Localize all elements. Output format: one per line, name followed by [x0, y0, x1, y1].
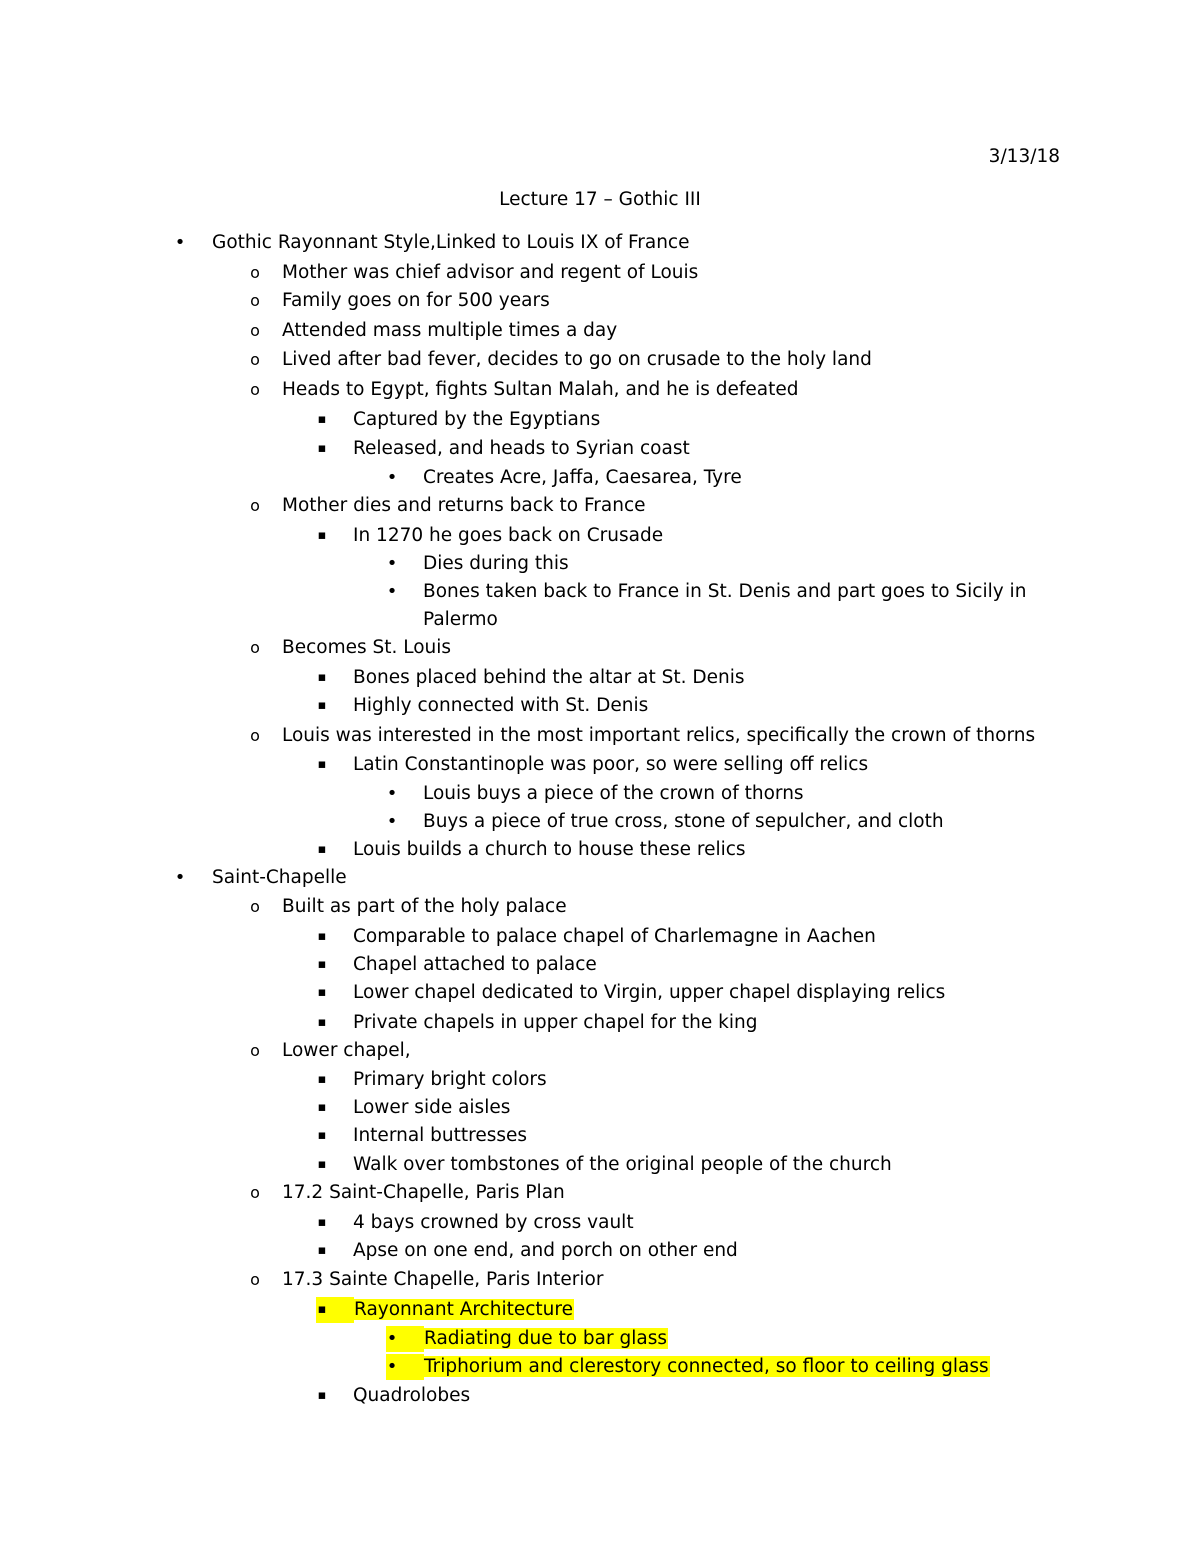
bullet-marker-level-3: ▪ — [317, 1215, 327, 1230]
outline-item-level-4 — [423, 606, 498, 634]
outline-item-text: Comparable to palace chapel of Charlemagne in Aachen — [353, 926, 876, 947]
outline-item-text: Mother was chief advisor and regent of Louis — [282, 262, 699, 283]
outline-item-text: Private chapels in upper chapel for the king — [353, 1012, 758, 1033]
bullet-marker-level-3: ▪ — [317, 957, 327, 972]
outline-item-level-4 — [423, 1353, 990, 1381]
outline-item-text: In 1270 he goes back on Crusade — [353, 525, 664, 546]
outline-item-level-3 — [353, 836, 746, 864]
bullet-marker-level-2: o — [250, 263, 260, 282]
outline-item-level-2 — [282, 259, 698, 287]
outline-item-level-4 — [423, 780, 804, 808]
bullet-marker-level-2: o — [250, 291, 260, 310]
bullet-marker-level-3: ▪ — [317, 412, 327, 427]
outline-item-text: Attended mass multiple times a day — [282, 320, 618, 341]
outline-item-level-2 — [282, 317, 617, 345]
outline-item-text: Captured by the Egyptians — [353, 409, 601, 430]
bullet-marker-level-3: ▪ — [317, 1302, 327, 1317]
outline-item-text: Primary bright colors — [353, 1069, 547, 1090]
bullet-marker-level-2: o — [250, 1183, 260, 1202]
bullet-marker-level-3: ▪ — [317, 441, 327, 456]
bullet-marker-level-3: ▪ — [317, 929, 327, 944]
outline-item-level-2 — [282, 722, 1035, 750]
bullet-marker-level-2: o — [250, 1041, 260, 1060]
outline-item-text: Louis was interested in the most important relics, specifically the crown of thorns — [282, 725, 1036, 746]
outline-item-text: Saint-Chapelle — [212, 867, 347, 888]
outline-item-text: Latin Constantinople was poor, so were selling off relics — [353, 754, 869, 775]
outline-item-level-3 — [353, 1237, 738, 1265]
outline-item-text: Quadrolobes — [353, 1385, 471, 1406]
outline-item-text: Walk over tombstones of the original people of the church — [353, 1154, 892, 1175]
bullet-marker-level-4: • — [386, 783, 398, 804]
outline-item-level-1 — [212, 229, 689, 257]
outline-item-level-2 — [282, 1266, 603, 1294]
outline-item-level-2 — [282, 1037, 411, 1065]
bullet-marker-level-2: o — [250, 638, 260, 657]
outline-item-text: Becomes St. Louis — [282, 637, 452, 658]
outline-item-level-3 — [353, 664, 745, 692]
outline-item-level-3 — [353, 1094, 510, 1122]
bullet-marker-level-2: o — [250, 726, 260, 745]
outline-item-text: Bones taken back to France in St. Denis and part goes to Sicily in — [423, 581, 1027, 602]
bullet-marker-level-4: • — [386, 553, 398, 574]
outline-item-level-3 — [353, 1122, 527, 1150]
outline-item-level-3 — [353, 979, 945, 1007]
outline-item-text: Gothic Rayonnant Style,Linked to Louis IX of France — [212, 232, 690, 253]
outline-item-text: 4 bays crowned by cross vault — [353, 1212, 634, 1233]
document-title: Lecture 17 – Gothic III — [499, 189, 701, 210]
bullet-marker-level-3: ▪ — [317, 985, 327, 1000]
outline-item-text: Lower chapel dedicated to Virgin, upper chapel displaying relics — [353, 982, 946, 1003]
outline-item-level-4 — [423, 550, 569, 578]
outline-item-level-2 — [282, 346, 872, 374]
outline-item-text: Heads to Egypt, fights Sultan Malah, and he is defeated — [282, 379, 799, 400]
document-date: 3/13/18 — [988, 146, 1060, 167]
outline-item-level-4 — [423, 1325, 668, 1353]
bullet-marker-level-4: • — [386, 467, 398, 488]
outline-item-level-3 — [353, 1382, 470, 1410]
outline-item-level-3 — [353, 1296, 574, 1324]
bullet-marker-level-4: • — [386, 1356, 398, 1377]
outline-item-level-4 — [423, 464, 742, 492]
outline-item-level-3 — [353, 522, 663, 550]
outline-item-text: Louis builds a church to house these relics — [353, 839, 746, 860]
bullet-marker-level-3: ▪ — [317, 757, 327, 772]
bullet-marker-level-4: • — [386, 1328, 398, 1349]
outline-item-text: Released, and heads to Syrian coast — [353, 438, 690, 459]
outline-item-text: Bones placed behind the altar at St. Denis — [353, 667, 745, 688]
outline-item-text: Rayonnant Architecture — [354, 1299, 573, 1320]
outline-item-level-1 — [212, 864, 347, 892]
outline-item-level-4 — [423, 808, 944, 836]
outline-item-text: Built as part of the holy palace — [282, 896, 567, 917]
bullet-marker-level-1: • — [174, 867, 186, 888]
outline-item-level-3 — [353, 1209, 634, 1237]
bullet-marker-level-3: ▪ — [317, 698, 327, 713]
outline-item-level-3 — [353, 951, 597, 979]
outline-item-text: Triphorium and clerestory connected, so floor to ceiling glass — [424, 1356, 989, 1377]
outline-item-text: 17.3 Sainte Chapelle, Paris Interior — [282, 1269, 604, 1290]
outline-item-text: Lived after bad fever, decides to go on crusade to the holy land — [282, 349, 872, 370]
bullet-marker-level-3: ▪ — [317, 1243, 327, 1258]
bullet-marker-level-3: ▪ — [317, 1015, 327, 1030]
outline-item-level-3 — [353, 435, 690, 463]
bullet-marker-level-4: • — [386, 581, 398, 602]
outline-item-level-2 — [282, 376, 799, 404]
bullet-marker-level-4: • — [386, 811, 398, 832]
bullet-marker-level-3: ▪ — [317, 1072, 327, 1087]
outline-item-text: Palermo — [423, 609, 498, 630]
bullet-marker-level-2: o — [250, 350, 260, 369]
outline-item-text: Family goes on for 500 years — [282, 290, 550, 311]
outline-item-text: Chapel attached to palace — [353, 954, 597, 975]
bullet-marker-level-2: o — [250, 380, 260, 399]
outline-item-text: Mother dies and returns back to France — [282, 495, 646, 516]
outline-item-text: Louis buys a piece of the crown of thorns — [423, 783, 804, 804]
bullet-marker-level-3: ▪ — [317, 1100, 327, 1115]
outline-item-text: Highly connected with St. Denis — [353, 695, 649, 716]
outline-item-level-3 — [353, 751, 868, 779]
bullet-marker-level-3: ▪ — [317, 1157, 327, 1172]
outline-item-text: Apse on one end, and porch on other end — [353, 1240, 738, 1261]
bullet-marker-level-3: ▪ — [317, 842, 327, 857]
outline-item-level-3 — [353, 923, 876, 951]
outline-item-level-2 — [282, 492, 646, 520]
bullet-marker-level-2: o — [250, 496, 260, 515]
outline-item-level-3 — [353, 1151, 892, 1179]
bullet-marker-level-3: ▪ — [317, 1388, 327, 1403]
outline-item-level-3 — [353, 406, 600, 434]
outline-item-level-2 — [282, 634, 451, 662]
outline-item-text: Buys a piece of true cross, stone of sepulcher, and cloth — [423, 811, 944, 832]
outline-item-level-2 — [282, 1179, 565, 1207]
bullet-marker-level-2: o — [250, 897, 260, 916]
outline-item-text: Lower side aisles — [353, 1097, 511, 1118]
bullet-marker-level-1: • — [174, 232, 186, 253]
outline-item-text: Radiating due to bar glass — [424, 1328, 667, 1349]
outline-item-level-3 — [353, 1066, 547, 1094]
outline-item-level-4 — [423, 578, 1026, 606]
outline-item-level-2 — [282, 893, 567, 921]
outline-item-text: 17.2 Saint-Chapelle, Paris Plan — [282, 1182, 565, 1203]
outline-item-text: Internal buttresses — [353, 1125, 528, 1146]
bullet-marker-level-3: ▪ — [317, 670, 327, 685]
bullet-marker-level-3: ▪ — [317, 528, 327, 543]
outline-item-level-3 — [353, 692, 648, 720]
bullet-marker-level-3: ▪ — [317, 1128, 327, 1143]
outline-item-level-3 — [353, 1009, 757, 1037]
bullet-marker-level-2: o — [250, 321, 260, 340]
outline-item-text: Dies during this — [423, 553, 569, 574]
outline-item-level-2 — [282, 287, 550, 315]
outline-item-text: Lower chapel, — [282, 1040, 411, 1061]
outline-item-text: Creates Acre, Jaffa, Caesarea, Tyre — [423, 467, 742, 488]
bullet-marker-level-2: o — [250, 1270, 260, 1289]
